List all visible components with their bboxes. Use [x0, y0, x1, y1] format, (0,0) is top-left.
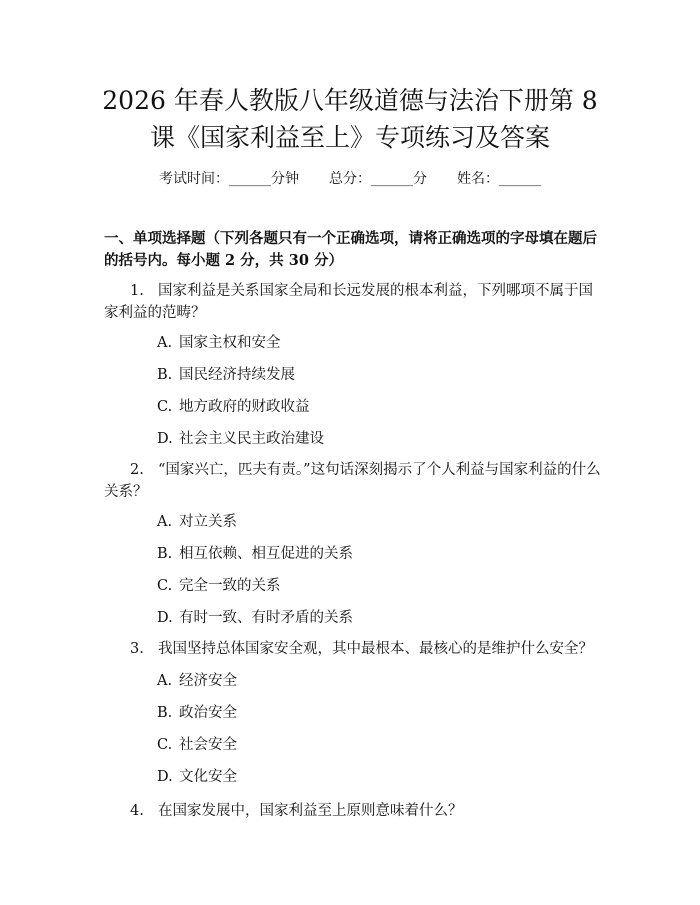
exam-info-line	[0, 170, 700, 188]
option-label: A.	[157, 514, 173, 530]
question-number: 1.	[130, 283, 144, 299]
option-text: 国家主权和安全	[179, 335, 281, 351]
option-label: D.	[157, 431, 173, 447]
question-2-option-b	[157, 544, 353, 564]
question-number: 2.	[130, 462, 144, 478]
question-text: “国家兴亡，匹夫有责。”这句话深刻揭示了个人利益与国家利益的什么关系？	[104, 462, 601, 500]
question-3-option-d	[157, 767, 237, 787]
option-label: B.	[157, 705, 173, 721]
option-label: C.	[157, 578, 173, 594]
question-2	[104, 459, 605, 503]
question-4	[104, 800, 605, 822]
question-3-option-b	[157, 703, 237, 723]
option-label: A.	[157, 335, 173, 351]
question-number: 3.	[130, 641, 144, 657]
option-text: 文化安全	[179, 769, 237, 785]
question-text: 国家利益是关系国家全局和长远发展的根本利益，下列哪项不属于国家利益的范畴？	[104, 283, 593, 321]
option-label: D.	[157, 610, 173, 626]
question-3	[104, 638, 605, 660]
total-score-field: 总分：______分	[329, 171, 427, 187]
option-label: A.	[157, 673, 173, 689]
option-text: 地方政府的财政收益	[179, 399, 310, 415]
exam-time-field: 考试时间：______分钟	[159, 171, 299, 187]
question-1-option-c	[157, 397, 310, 417]
document-title	[60, 82, 640, 156]
question-2-option-c	[157, 576, 281, 596]
option-label: C.	[157, 737, 173, 753]
option-text: 经济安全	[179, 673, 237, 689]
question-1-option-b	[157, 365, 295, 385]
option-text: 政治安全	[179, 705, 237, 721]
option-text: 对立关系	[179, 514, 237, 530]
question-number: 4.	[130, 803, 144, 819]
title-line-2: 课《国家利益至上》专项练习及答案	[149, 123, 550, 152]
question-2-option-a	[157, 512, 237, 532]
option-label: B.	[157, 367, 173, 383]
section-heading: 一、单项选择题（下列各题只有一个正确选项，请将正确选项的字母填在题后的括号内。每小题 2 分，共 30 分）	[104, 230, 597, 269]
option-label: C.	[157, 399, 173, 415]
option-text: 社会主义民主政治建设	[179, 431, 324, 447]
question-3-option-c	[157, 735, 237, 755]
title-line-1: 2026 年春人教版八年级道德与法治下册第 8	[102, 86, 598, 115]
question-2-option-d	[157, 608, 353, 628]
question-text: 在国家发展中，国家利益至上原则意味着什么？	[158, 803, 463, 819]
question-1	[104, 280, 605, 324]
question-1-option-a	[157, 333, 281, 353]
option-label: B.	[157, 546, 173, 562]
option-text: 相互依赖、相互促进的关系	[179, 546, 353, 562]
question-1-option-d	[157, 429, 324, 449]
option-text: 国民经济持续发展	[179, 367, 295, 383]
option-text: 社会安全	[179, 737, 237, 753]
student-name-field: 姓名：______	[457, 171, 541, 187]
option-label: D.	[157, 769, 173, 785]
option-text: 完全一致的关系	[179, 578, 281, 594]
question-3-option-a	[157, 671, 237, 691]
question-text: 我国坚持总体国家安全观，其中最根本、最核心的是维护什么安全？	[158, 641, 593, 657]
option-text: 有时一致、有时矛盾的关系	[179, 610, 353, 626]
